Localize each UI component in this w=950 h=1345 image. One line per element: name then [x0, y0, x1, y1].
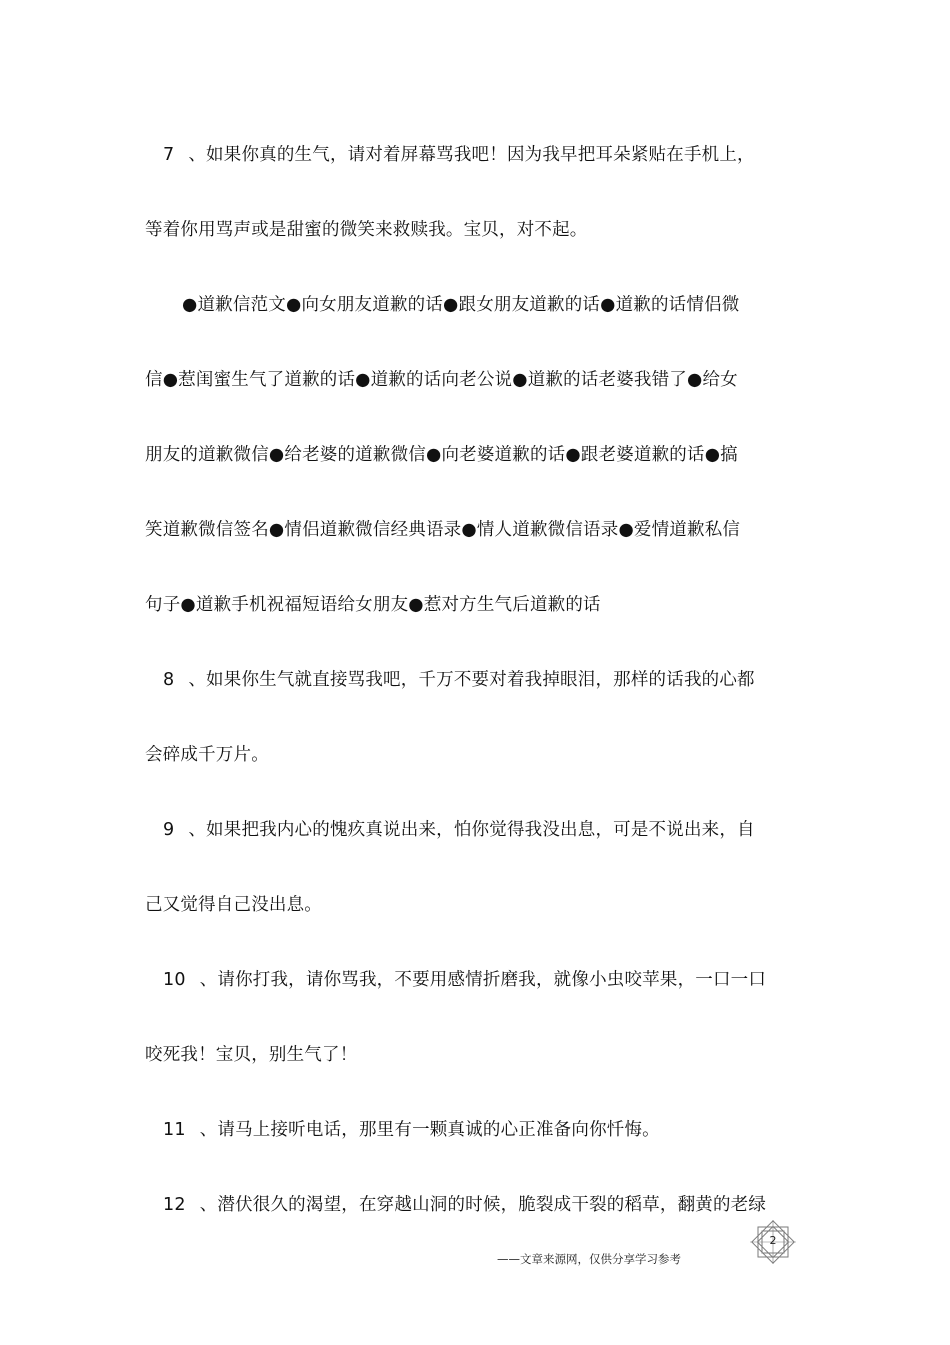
item-7-number: 7: [163, 145, 175, 165]
item-10-number: 10: [163, 970, 186, 990]
item-8-number: 8: [163, 670, 175, 690]
item-12-line-1: [145, 1193, 766, 1217]
related-links-line-5[interactable]: 句子●道歉手机祝福短语给女朋友●惹对方生气后道歉的话: [145, 595, 601, 615]
item-11-text-1: 、请马上接听电话，那里有一颗真诚的心正准备向你忏悔。: [199, 1120, 660, 1140]
item-9-line-2: 己又觉得自己没出息。: [145, 895, 322, 915]
related-links-line-4[interactable]: 笑道歉微信签名●情侣道歉微信经典语录●情人道歉微信语录●爱情道歉私信: [145, 520, 741, 540]
related-links-line-2[interactable]: 信●惹闺蜜生气了道歉的话●道歉的话向老公说●道歉的话老婆我错了●给女: [145, 370, 738, 390]
page-number: 2: [769, 1234, 777, 1247]
item-7-text-1: 、如果你真的生气，请对着屏幕骂我吧！因为我早把耳朵紧贴在手机上，: [188, 145, 755, 165]
item-11-number: 11: [163, 1120, 186, 1140]
footer-source-note: ——文章来源网，仅供分享学习参考: [497, 1252, 681, 1266]
related-links-line-1[interactable]: ●道歉信范文●向女朋友道歉的话●跟女朋友道歉的话●道歉的话情侣微: [182, 295, 740, 315]
item-10-line-2: 咬死我！宝贝，别生气了！: [145, 1045, 358, 1065]
item-7-line-1: [145, 143, 755, 167]
item-7-line-2: 等着你用骂声或是甜蜜的微笑来救赎我。宝贝，对不起。: [145, 220, 588, 240]
item-12-text-1: 、潜伏很久的渴望，在穿越山洞的时候，脆裂成干裂的稻草，翻黄的老绿: [199, 1195, 767, 1215]
item-8-line-2: 会碎成千万片。: [145, 745, 269, 765]
page-number-badge: [748, 1219, 798, 1265]
item-12-number: 12: [163, 1195, 186, 1215]
item-9-text-1: 、如果把我内心的愧疚真说出来，怕你觉得我没出息，可是不说出来，自: [188, 820, 755, 840]
item-11-line-1: [145, 1118, 660, 1142]
item-9-number: 9: [163, 820, 175, 840]
item-8-text-1: 、如果你生气就直接骂我吧，千万不要对着我掉眼泪，那样的话我的心都: [188, 670, 755, 690]
item-8-line-1: [145, 668, 755, 692]
item-10-line-1: [145, 968, 766, 992]
item-10-text-1: 、请你打我，请你骂我，不要用感情折磨我，就像小虫咬苹果，一口一口: [199, 970, 767, 990]
item-9-line-1: [145, 818, 755, 842]
related-links-line-3[interactable]: 朋友的道歉微信●给老婆的道歉微信●向老婆道歉的话●跟老婆道歉的话●搞: [145, 445, 738, 465]
